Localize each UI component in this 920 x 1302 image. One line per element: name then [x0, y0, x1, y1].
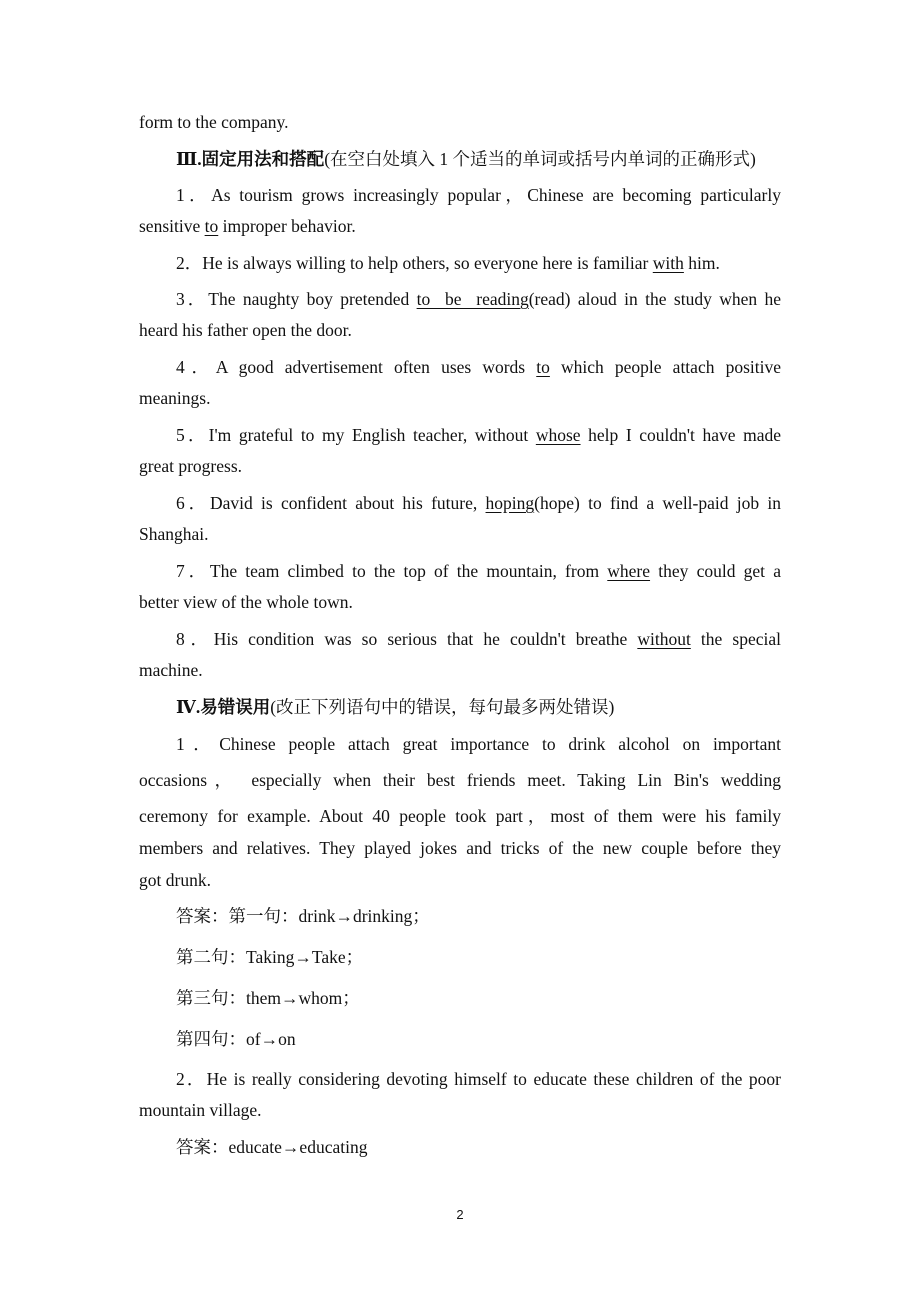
item-6-text-end: (hope) to find a well-paid job in [534, 493, 781, 513]
item-4-answer: to [536, 357, 550, 377]
q1-answer-1: 第一句：drink→drinking； [228, 906, 430, 926]
q1-answer-2: 第二句：Taking→Take； [176, 947, 364, 967]
item-7-text: 7．The team climbed to the top of the mountain, from [176, 561, 608, 581]
item-6-answer: hoping [485, 493, 535, 513]
section-3-heading: Ⅲ.固定用法和搭配 [176, 149, 325, 169]
q1-line-1: 1．Chinese people attach great importance to drink alcohol on important [176, 734, 781, 754]
item-1-text-end: improper behavior. [218, 216, 356, 236]
item-5-text-end: help I couldn't have made [580, 425, 781, 445]
item-1-answer: to [204, 216, 219, 236]
item-5-line-1 [176, 422, 781, 447]
item-7-line-1 [176, 558, 781, 583]
carry-over-line: form to the company. [139, 112, 289, 132]
item-8-line-1 [176, 626, 781, 651]
item-3-text: 3．The naughty boy pretended [176, 289, 417, 309]
item-4-text-end: which people attach positive [549, 357, 781, 377]
item-8-line-2: machine. [139, 660, 203, 680]
item-3-text-end: (read) aloud in the study when he [528, 289, 781, 309]
section-4-header [176, 694, 781, 719]
item-5-line-2: great progress. [139, 456, 243, 476]
item-3-line-2: heard his father open the door. [139, 320, 352, 340]
q1-line-5: got drunk. [139, 870, 211, 890]
item-3-line-1 [176, 286, 781, 311]
section-3-header [176, 146, 781, 171]
q1-answer-3: 第三句：them→whom； [176, 988, 360, 1008]
q1-line-2: occasions， especially when their best friends meet. Taking Lin Bin's wedding [139, 770, 781, 790]
q2-answer-label: 答案： [176, 1137, 229, 1157]
q1-answer-label: 答案： [176, 906, 229, 926]
item-5-text: 5．I'm grateful to my English teacher, without [176, 425, 536, 445]
item-3-answer: to be reading [416, 289, 529, 309]
item-8-text: 8．His condition was so serious that he couldn't breathe [176, 629, 638, 649]
item-2-text-end: him. [683, 253, 720, 273]
item-1-line-1: 1．As tourism grows increasingly popular，Chinese are becoming particularly [176, 185, 781, 205]
page-number: 2 [456, 1207, 464, 1222]
q1-line-4: members and relatives. They played jokes and tricks of the new couple before they [139, 838, 781, 858]
item-7-line-2: better view of the whole town. [139, 592, 353, 612]
section-4-instruction: (改正下列语句中的错误，每句最多两处错误) [270, 697, 615, 717]
item-1-text: sensitive [139, 216, 205, 236]
q2-line-2: mountain village. [139, 1100, 262, 1120]
item-7-text-end: they could get a [650, 561, 781, 581]
item-7-answer: where [607, 561, 651, 581]
q1-answer-line-1 [176, 903, 781, 928]
item-5-answer: whose [535, 425, 581, 445]
item-2-text: 2．He is always willing to help others, so everyone here is familiar [176, 253, 653, 273]
item-6-line-2: Shanghai. [139, 524, 209, 544]
q1-answer-4: 第四句：of→on [176, 1029, 296, 1049]
item-6-line-1 [176, 490, 781, 515]
item-8-text-end: the special [690, 629, 781, 649]
item-2-line-1 [176, 250, 781, 275]
q2-answer-line [176, 1134, 781, 1159]
q2-line-1: 2．He is really considering devoting himself to educate these children of the poor [176, 1069, 781, 1089]
item-6-text: 6．David is confident about his future, [176, 493, 486, 513]
item-4-line-2: meanings. [139, 388, 211, 408]
item-4-text: 4．A good advertisement often uses words [176, 357, 537, 377]
section-4-heading: Ⅳ.易错误用 [176, 697, 271, 717]
section-3-instruction: (在空白处填入 1 个适当的单词或括号内单词的正确形式) [324, 149, 756, 169]
item-8-answer: without [637, 629, 691, 649]
q1-line-3: ceremony for example. About 40 people took part，most of them were his family [139, 806, 781, 826]
q2-answer: educate→educating [228, 1137, 368, 1157]
item-2-answer: with [652, 253, 684, 273]
item-1-line-2 [139, 216, 781, 237]
item-4-line-1 [176, 354, 781, 379]
